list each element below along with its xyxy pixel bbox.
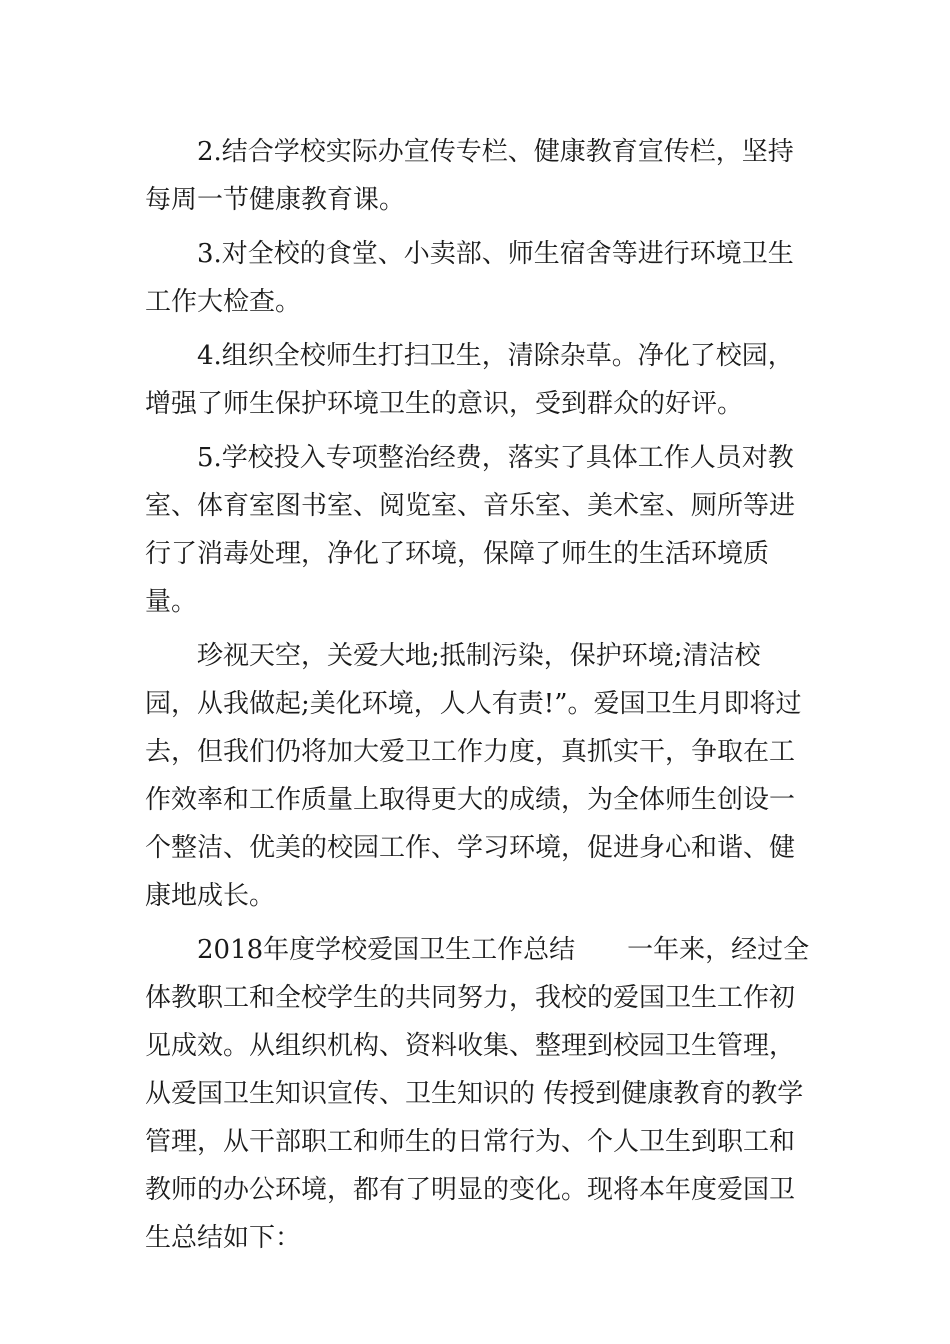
paragraph-annual-summary: 2018年度学校爱国卫生工作总结 一年来，经过全体教职工和全校学生的共同努力，我校的爱国卫生工作初见成效。从组织机构、资料收集、整理到校园卫生管理，从爱国卫生知识宣传、卫生知识的 传授到健康教育的教学管理，从干部职工和师生的日常行为、个人卫生到职工和教师的办公环境，都有了明显的变化。现将本年度爱国卫生总结如下：	[145, 935, 810, 1253]
document-body	[145, 128, 810, 1268]
paragraph-item-4: 4.组织全校师生打扫卫生，清除杂草。净化了校园，增强了师生保护环境卫生的意识，受到群众的好评。	[145, 341, 794, 419]
paragraph-item-2: 2.结合学校实际办宣传专栏、健康教育宣传栏，坚持每周一节健康教育课。	[145, 137, 794, 215]
paragraph-closing-slogan: 珍视天空，关爱大地;抵制污染，保护环境;清洁校园，从我做起;美化环境，人人有责!”。爱国卫生月即将过去，但我们仍将加大爱卫工作力度，真抓实干，争取在工作效率和工作质量上取得更大的成绩，为全体师生创设一个整洁、优美的校园工作、学习环境，促进身心和谐、健康地成长。	[145, 641, 802, 911]
paragraph-item-3: 3.对全校的食堂、小卖部、师生宿舍等进行环境卫生工作大检查。	[145, 239, 794, 317]
paragraph-item-5: 5.学校投入专项整治经费，落实了具体工作人员对教室、体育室图书室、阅览室、音乐室、美术室、厕所等进行了消毒处理，净化了环境，保障了师生的生活环境质量。	[145, 443, 796, 617]
